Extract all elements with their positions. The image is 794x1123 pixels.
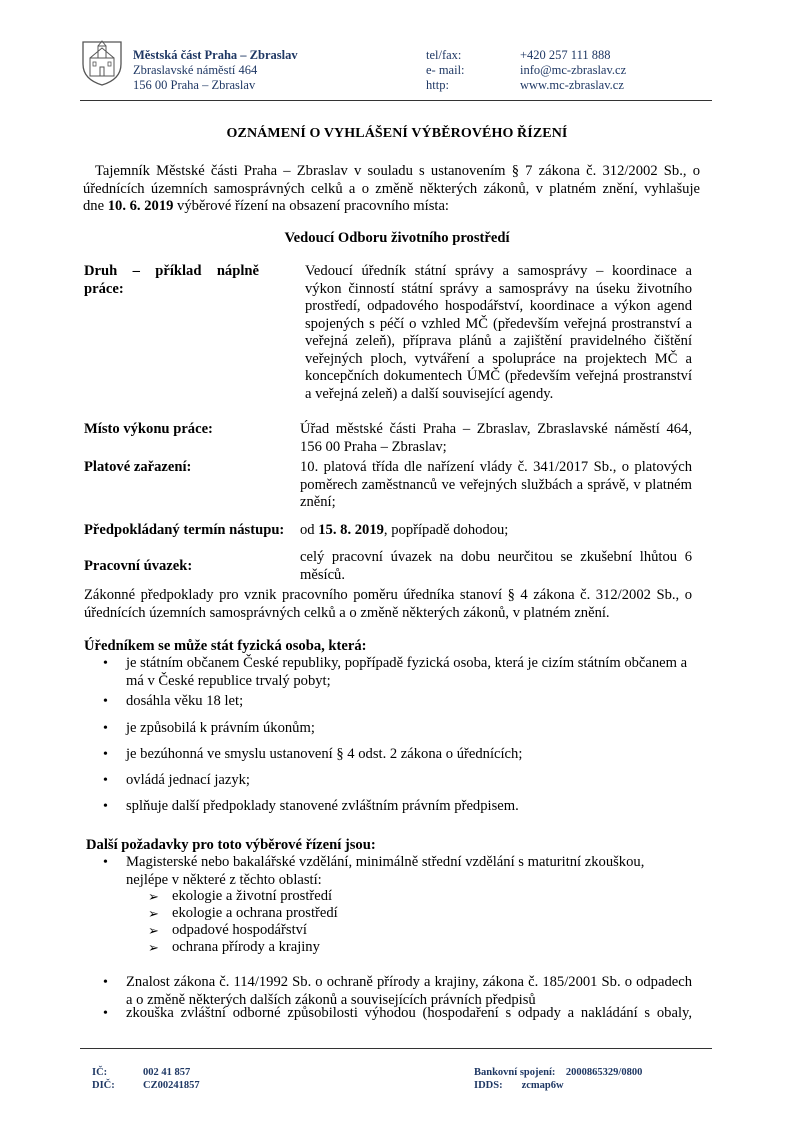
eligibility-item: je způsobilá k právním úkonům; <box>126 720 315 736</box>
termin-date: 15. 8. 2019 <box>318 522 384 538</box>
education-field: ochrana přírody a krajiny <box>172 939 320 955</box>
contact-label-email: e- mail: <box>426 63 465 77</box>
education-field: ekologie a ochrana prostředí <box>172 905 338 921</box>
plat-value: 10. platová třída dle nařízení vlády č. 341/2017 Sb., o platových poměrech zaměstnanců ve veřejných službách a správě, v platném znění; <box>300 459 692 510</box>
dic-label: DIČ: <box>92 1080 115 1091</box>
intro-line3 <box>83 198 700 216</box>
termin-prefix: od <box>300 522 319 538</box>
requirements-heading: Další požadavky pro toto výběrové řízení jsou: <box>86 837 376 853</box>
bullet-dot: • <box>103 694 108 709</box>
arrow-bullet-icon: ➢ <box>148 906 159 921</box>
uvazek-value: celý pracovní úvazek na dobu neurčitou se zkušební lhůtou 6 měsíců. <box>300 549 692 583</box>
idds-label: IDDS: <box>474 1080 503 1091</box>
intro-line2: úřednících územních samosprávných celků a o změně některých zákonů, v platném znění, vyhlašuje <box>83 180 700 197</box>
termin-suffix: , popřípadě dohodou; <box>383 522 509 538</box>
bullet-dot: • <box>103 975 108 990</box>
druh-value: Vedoucí úředník státní správy a samosprávy – koordinace a výkon činností státní správy a samosprávy na úseku životního prostředí, odpadového hospodářství, koordinace a výkon agend spojených s péčí o vzhled MČ (především veřejná prostranství a veřejná zeleň), příprava plánů a zajištění pravidelného čištění veřejných ploch, vytváření a spolupráce na projektech MČ a koncepčních dokumentech ÚMČ (především veřejná prostranství a veřejná zeleň) a další související agendy. <box>305 263 692 402</box>
uvazek-label: Pracovní úvazek: <box>84 558 193 574</box>
misto-value: Úřad městské části Praha – Zbraslav, Zbraslavské náměstí 464, 156 00 Praha – Zbraslav; <box>300 421 692 455</box>
contact-tel: +420 257 111 888 <box>520 48 611 62</box>
intro-line3-suffix: výběrové řízení na obsazení pracovního místa: <box>173 198 449 214</box>
arrow-bullet-icon: ➢ <box>148 923 159 938</box>
requirement-exam: zkouška zvláštní odborné způsobilosti výhodou (hospodaření s odpady a nakládání s obaly, <box>126 1005 692 1021</box>
requirement-law-knowledge: Znalost zákona č. 114/1992 Sb. o ochraně přírody a krajiny, zákona č. 185/2001 Sb. o odpadech a o změně některých dalších zákonů a souvisejících právních předpisů <box>126 974 692 1008</box>
contact-labels <box>426 48 465 93</box>
eligibility-item: dosáhla věku 18 let; <box>126 693 244 709</box>
announce-date: 10. 6. 2019 <box>107 198 174 214</box>
bank-value: 2000865329/0800 <box>565 1067 643 1078</box>
misto-label: Místo výkonu práce: <box>84 421 213 437</box>
bullet-dot: • <box>103 1006 108 1021</box>
contact-label-http: http: <box>426 78 449 92</box>
coat-of-arms-logo <box>80 38 124 86</box>
requirement-education <box>126 854 692 889</box>
eligibility-item: je bezúhonná ve smyslu ustanovení § 4 odst. 2 zákona o úřednících; <box>126 746 523 762</box>
eligibility-item: ovládá jednací jazyk; <box>126 772 250 788</box>
druh-label: Druh – příklad náplně práce: <box>84 263 259 297</box>
eligibility-item: splňuje další předpoklady stanovené zvláštním právním předpisem. <box>126 798 519 814</box>
bullet-dot: • <box>103 721 108 736</box>
header-divider <box>80 100 712 101</box>
bank-label: Bankovní spojení: <box>474 1067 556 1078</box>
ic-value: 002 41 857 <box>143 1067 191 1078</box>
bullet-dot: • <box>103 747 108 762</box>
requirement-education-line2: nejlépe v některé z těchto oblastí: <box>126 871 322 888</box>
bullet-dot: • <box>103 773 108 788</box>
eligibility-heading: Úředníkem se může stát fyzická osoba, která: <box>84 638 367 654</box>
intro-line3-prefix: dne <box>83 198 108 214</box>
footer-ids-values <box>143 1066 200 1092</box>
bullet-dot: • <box>103 799 108 814</box>
arrow-bullet-icon: ➢ <box>148 940 159 955</box>
contact-values <box>520 48 626 93</box>
ic-label: IČ: <box>92 1067 108 1078</box>
contact-web[interactable]: www.mc-zbraslav.cz <box>520 78 624 92</box>
education-field: odpadové hospodářství <box>172 922 307 938</box>
legal-paragraph: Zákonné předpoklady pro vznik pracovního poměru úředníka stanoví § 4 zákona č. 312/2002 Sb., o úřednících územních samosprávných celků a o změně některých zákonů, v platném znění. <box>84 587 692 621</box>
footer-bank-block <box>474 1066 642 1092</box>
org-name: Městská část Praha – Zbraslav <box>133 48 298 62</box>
org-block <box>133 48 298 93</box>
bullet-dot: • <box>103 656 108 671</box>
contact-email[interactable]: info@mc-zbraslav.cz <box>520 63 627 77</box>
intro-paragraph <box>83 163 700 216</box>
arrow-bullet-icon: ➢ <box>148 889 159 904</box>
plat-label: Platové zařazení: <box>84 459 192 475</box>
org-address-line1: Zbraslavské náměstí 464 <box>133 63 258 77</box>
requirement-education-line1: Magisterské nebo bakalářské vzdělání, minimálně střední vzdělání s maturitní zkouškou, <box>126 854 645 870</box>
termin-label: Předpokládaný termín nástupu: <box>84 522 285 538</box>
intro-line1: Tajemník Městské části Praha – Zbraslav v souladu s ustanovením § 7 zákona č. 312/2002 Sb., o <box>95 163 700 179</box>
footer-divider <box>80 1048 712 1049</box>
dic-value: CZ00241857 <box>143 1080 200 1091</box>
document-title: OZNÁMENÍ O VYHLÁŠENÍ VÝBĚROVÉHO ŘÍZENÍ <box>226 126 568 141</box>
org-address-line2: 156 00 Praha – Zbraslav <box>133 78 256 92</box>
idds-value: zcmap6w <box>521 1080 564 1091</box>
footer-ids-labels <box>92 1066 115 1092</box>
bullet-dot: • <box>103 855 108 870</box>
termin-value <box>300 522 692 540</box>
eligibility-item: je státním občanem České republiky, popřípadě fyzická osoba, která je cizím státním občanem a má v České republice trvalý pobyt; <box>126 655 688 689</box>
education-field: ekologie a životní prostředí <box>172 888 333 904</box>
position-title: Vedoucí Odboru životního prostředí <box>284 230 510 246</box>
contact-label-tel: tel/fax: <box>426 48 462 62</box>
